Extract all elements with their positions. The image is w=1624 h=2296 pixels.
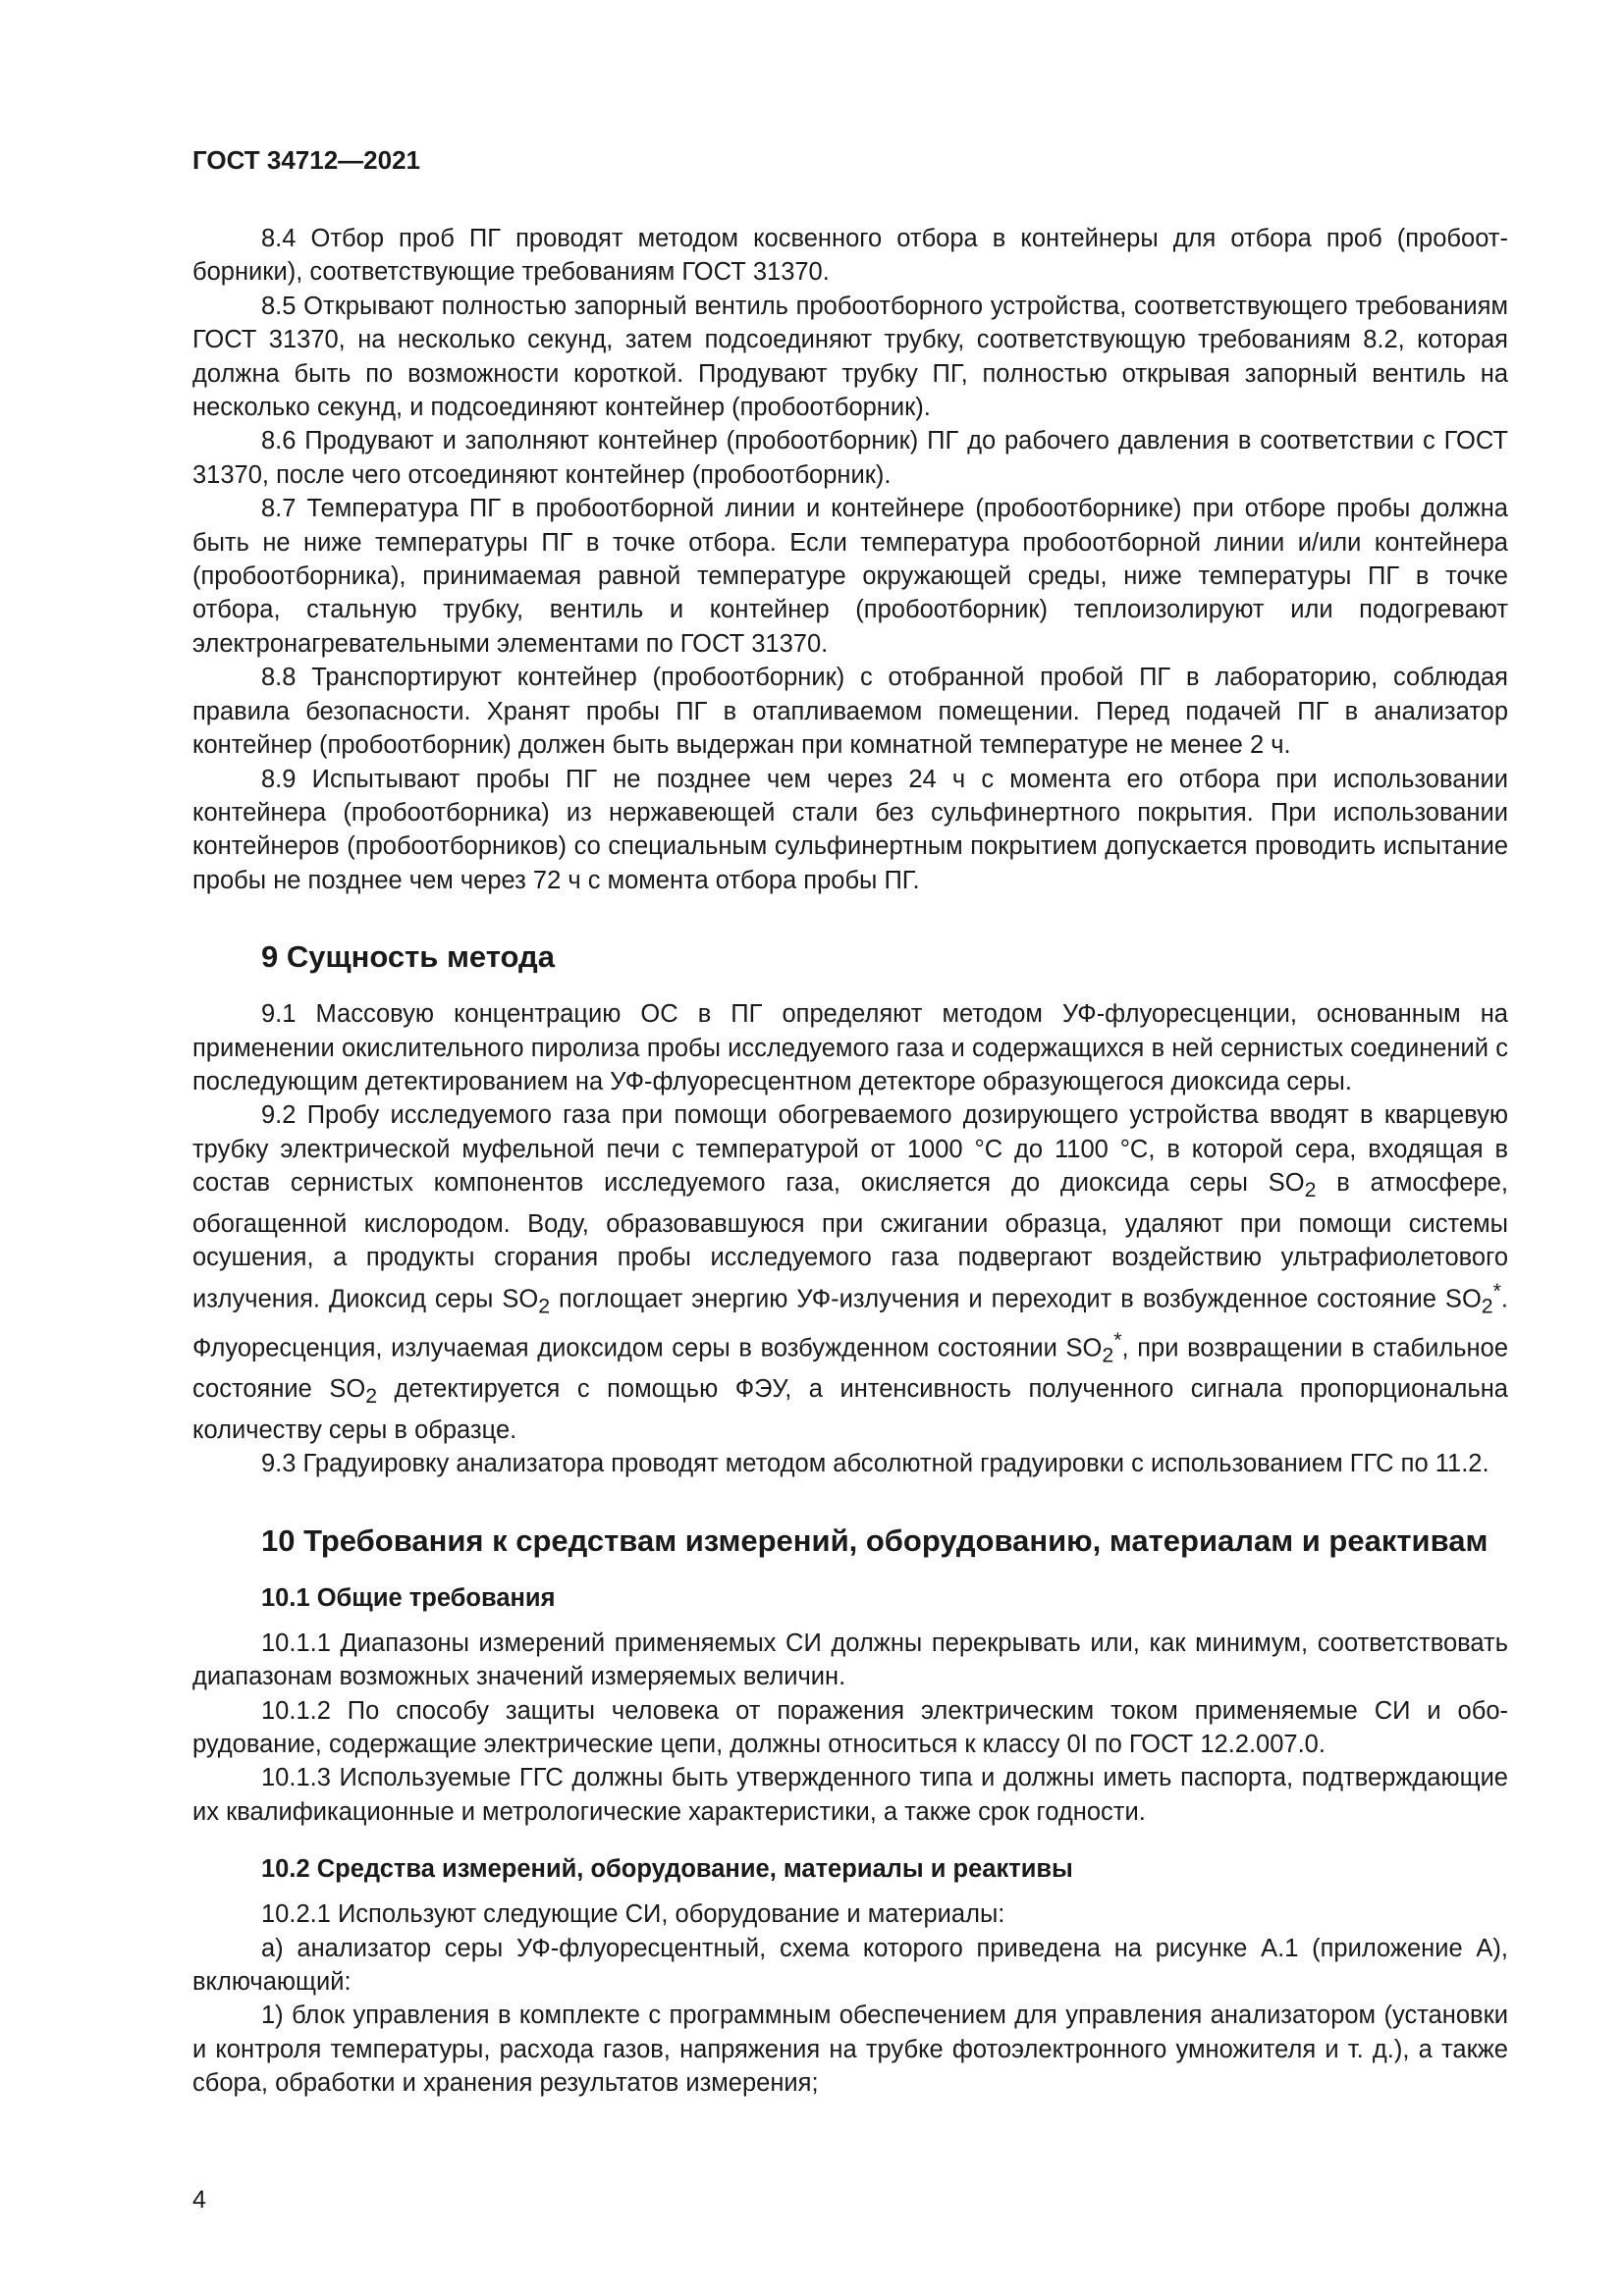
document-page	[192, 145, 1508, 2101]
paragraph-8-5: 8.5 Открывают полностью запорный вентиль пробоотборного устройства, соответствующего требованиям ГОСТ 31370, на несколько секунд, затем подсоединяют трубку, соответствующую требованиям 8.2, которая должна быть по возможности короткой. Продувают трубку ПГ, полностью открывая запорный вентиль на несколько секунд, и подсоединяют контейнер (пробоотборник).	[192, 292, 1508, 422]
text-fragment: детектируется с помощью ФЭУ, а интенсивность полученного сигнала пропорциональна количеству серы в образце.	[192, 1375, 1508, 1444]
superscript-star: *	[1492, 1279, 1501, 1304]
text-fragment: в атмосфере, обогащенной кислородом. Воду, образовавшуюся при сжигании образца, удаляют при помощи системы осушения, а продукты сгорания пробы исследуемого газа подвергают воздействию ультрафиолетового излучения. Диоксид серы SO	[192, 1169, 1509, 1313]
paragraph-10-1-3: 10.1.3 Используемые ГГС должны быть утвержденного типа и должны иметь паспорта, подтверждающие их квалификационные и метрологические характеристики, а также срок годности.	[192, 1764, 1508, 1826]
paragraph-8-7: 8.7 Температура ПГ в пробоотборной линии и контейнере (пробоотборнике) при отборе пробы должна быть не ниже температуры ПГ в точке отбора. Если температура пробоотборной линии и/или контейнера (пробоотборника), принимаемая равной температуре окружающей среды, ниже температуры ПГ в точке отбора, стальную трубку, вентиль и контейнер (пробоотборник) теплоизолируют или подогревают электронагревательными элементами по ГОСТ 31370.	[192, 495, 1508, 658]
section-8	[192, 222, 1508, 897]
section-10-heading: 10 Требования к средствам измерений, оборудованию, материалам и реактивам	[261, 1522, 1489, 1558]
subsection-10-1-heading: 10.1 Общие требования	[261, 1583, 556, 1612]
subscript: 2	[365, 1384, 378, 1409]
paragraph-8-8: 8.8 Транспортируют контейнер (пробоотборник) с отобранной пробой ПГ в лабораторию, соблюдая правила безопасности. Хранят пробы ПГ в отапливаемом помещении. Перед подачей ПГ в анализатор контейнер (пробоотборник) должен быть выдержан при комнатной температуре не менее 2 ч.	[192, 664, 1508, 760]
paragraph-9-3: 9.3 Градуировку анализатора проводят методом абсолютной градуировки с использованием ГГС по 11.2.	[261, 1450, 1489, 1478]
document-header: ГОСТ 34712—2021	[192, 145, 420, 175]
paragraph-9-1: 9.1 Массовую концентрацию ОС в ПГ определяют методом УФ-флуоресценции, основанным на применении окислительного пиролиза пробы исследуемого газа и содержащихся в ней сернистых соединений с последующим детектированием на УФ-флуоресцентном детекторе образующегося диоксида серы.	[192, 1000, 1508, 1095]
list-item-a: а) анализатор серы УФ-флуоресцентный, схема которого приведена на рисунке А.1 (приложение А), включающий:	[192, 1934, 1508, 1997]
paragraph-9-2	[192, 1098, 1508, 1447]
subscript: 2	[538, 1295, 551, 1319]
paragraph-8-6: 8.6 Продувают и заполняют контейнер (пробоотборник) ПГ до рабочего давления в соответствии с ГОСТ 31370, после чего отсоединяют контейнер (пробоотборник).	[192, 427, 1508, 489]
subscript: 2	[1481, 1295, 1493, 1319]
text-fragment: поглощает энергию УФ-излучения и переходит в возбужденное состояние SO	[550, 1285, 1482, 1313]
subscript: 2	[1102, 1344, 1114, 1368]
superscript-star: *	[1113, 1328, 1122, 1353]
subsection-10-2-heading: 10.2 Средства измерений, оборудование, материалы и реактивы	[261, 1855, 1073, 1884]
text-fragment: , при возвращении в стабильное состояние SO	[192, 1334, 1509, 1404]
paragraph-8-4: 8.4 Отбор проб ПГ проводят методом косвенного отбора в контейнеры для отбора проб (пробоотборники), соответствующие требованиям ГОСТ 31370.	[192, 225, 1508, 287]
text-fragment: 9.2 Пробу исследуемого газа при помощи обогреваемого дозирующего устройства вводят в кварцевую трубку электрической муфельной печи с температурой от 1000 °С до 1100 °С, в которой сера, входящая в состав сернистых компонентов исследуемого газа, окисляется до диоксида серы SO	[192, 1101, 1508, 1198]
paragraph-8-9: 8.9 Испытывают пробы ПГ не позднее чем через 24 ч с момента его отбора при использовании контейнера (пробоотборника) из нержавеющей стали без сульфинертного покрытия. При использовании контейнеров (пробоотборников) со специальным сульфинертным покрытием допускается проводить испытание пробы не позднее чем через 72 ч с момента отбора пробы ПГ.	[192, 765, 1508, 894]
paragraph-10-1-1: 10.1.1 Диапазоны измерений применяемых СИ должны перекрывать или, как минимум, соответствовать диапазонам возможных значений измеряемых величин.	[192, 1629, 1508, 1691]
text-fragment: . Флуоресценция, излучаемая диоксидом серы в возбужденном состоянии SO	[192, 1285, 1508, 1362]
subscript: 2	[1304, 1178, 1317, 1202]
section-9-heading: 9 Сущность метода	[261, 939, 555, 975]
paragraph-10-2-1: 10.2.1 Используют следующие СИ, оборудование и материалы:	[261, 1900, 1005, 1929]
list-item-1: 1) блок управления в комплекте с программным обеспечением для управления анализатором (установки и контроля температуры, расхода газов, напряжения на трубке фотоэлектронного умножителя и т. д.), а также сбора, обработки и хранения результатов измерения;	[192, 2002, 1508, 2098]
page-number: 4	[192, 2186, 206, 2214]
paragraph-10-1-2: 10.1.2 По способу защиты человека от поражения электрическим током применяемые СИ и оборудование, содержащие электрические цепи, должны относиться к классу 0I по ГОСТ 12.2.007.0.	[192, 1696, 1508, 1758]
